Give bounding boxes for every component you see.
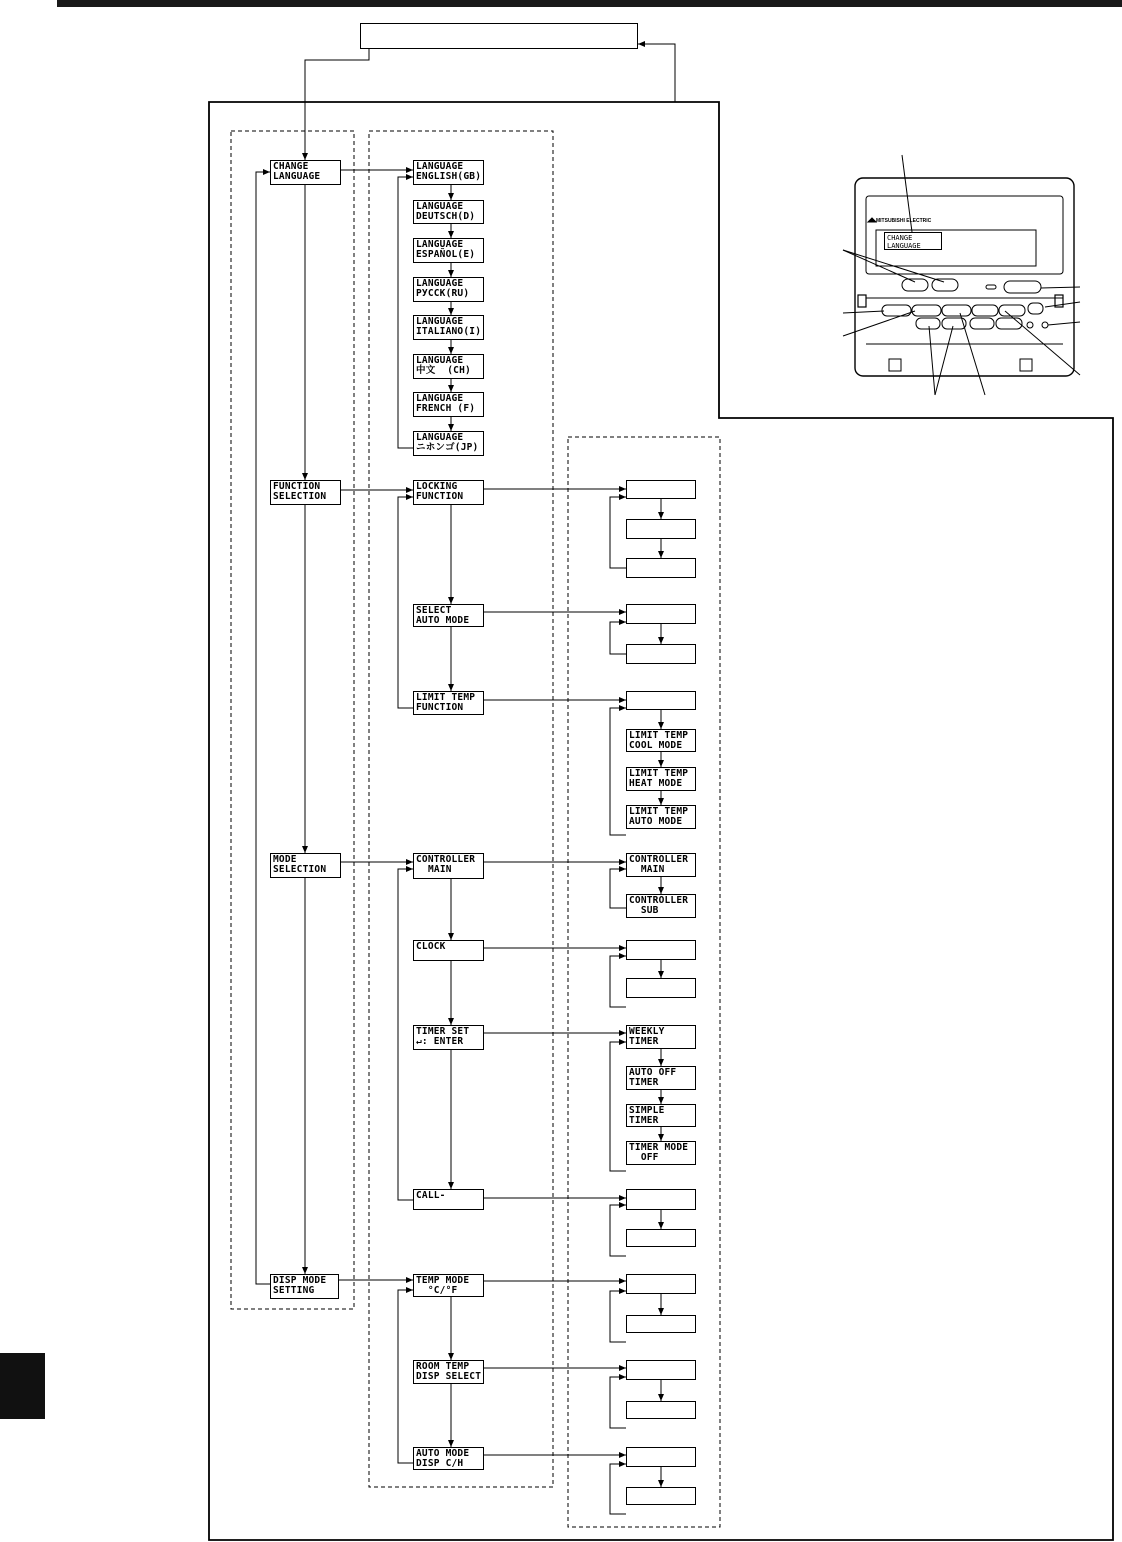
option-box[interactable] — [626, 1189, 696, 1210]
line1: FUNCTION — [273, 481, 321, 492]
line2: ITALIANO(I) — [416, 326, 482, 337]
line1: LANGUAGE — [416, 316, 464, 327]
timer-mode-off-box[interactable] — [626, 1141, 696, 1165]
line2: °C/°F — [416, 1285, 458, 1296]
line1: CHANGE — [273, 161, 309, 172]
line1: TIMER MODE — [629, 1142, 689, 1153]
option-box[interactable] — [626, 480, 696, 499]
line2: TIMER — [629, 1036, 659, 1047]
limit-temp-heat-box[interactable] — [626, 767, 696, 791]
option-box[interactable] — [626, 1315, 696, 1333]
locking-function-box[interactable] — [413, 480, 484, 505]
option-box[interactable] — [626, 1274, 696, 1294]
remote-lcd — [884, 232, 942, 250]
brand-label: MITSUBISHI ELECTRIC — [876, 218, 932, 224]
line1: LIMIT TEMP — [629, 730, 689, 741]
line2: AUTO MODE — [629, 816, 683, 827]
option-box[interactable] — [626, 1447, 696, 1467]
option-box[interactable] — [626, 1487, 696, 1505]
temp-mode-box[interactable] — [413, 1274, 484, 1297]
line1: LANGUAGE — [416, 201, 464, 212]
line1: TIMER SET — [416, 1026, 470, 1037]
option-box[interactable] — [626, 940, 696, 960]
mode-selection-box[interactable] — [270, 853, 341, 878]
line1: LANGUAGE — [416, 432, 464, 443]
line2: 中文 (CH) — [416, 365, 471, 376]
line2: LANGUAGE — [273, 171, 321, 182]
lcd-line2: LANGUAGE — [887, 242, 921, 250]
line2: РУССК(RU) — [416, 288, 470, 299]
option-box[interactable] — [626, 519, 696, 539]
line2: HEAT MODE — [629, 778, 683, 789]
option-box[interactable] — [626, 978, 696, 998]
language-option[interactable] — [413, 200, 484, 224]
line1: TEMP MODE — [416, 1275, 470, 1286]
line2: FUNCTION — [416, 702, 464, 713]
line2: COOL MODE — [629, 740, 683, 751]
line1: DISP MODE — [273, 1275, 327, 1286]
room-temp-box[interactable] — [413, 1360, 484, 1384]
option-box[interactable] — [626, 644, 696, 664]
remote-controller — [843, 155, 1080, 395]
limit-temp-auto-box[interactable] — [626, 805, 696, 829]
clock-box[interactable] — [413, 940, 484, 961]
limit-temp-function-box[interactable] — [413, 691, 484, 715]
controller-main-box[interactable] — [413, 853, 484, 879]
language-option[interactable] — [413, 277, 484, 302]
controller-sub-option[interactable] — [626, 894, 696, 918]
line1: LANGUAGE — [416, 239, 464, 250]
line2: AUTO MODE — [416, 615, 470, 626]
language-option[interactable] — [413, 315, 484, 340]
language-option[interactable] — [413, 354, 484, 379]
line2: DISP SELECT — [416, 1371, 482, 1382]
call-box[interactable] — [413, 1189, 484, 1210]
line1: LIMIT TEMP — [629, 768, 689, 779]
line2: ニホンゴ(JP) — [416, 442, 479, 453]
top-menu-box — [360, 23, 638, 49]
option-box[interactable] — [626, 691, 696, 710]
option-box[interactable] — [626, 558, 696, 578]
auto-mode-disp-box[interactable] — [413, 1447, 484, 1470]
line1: LOCKING — [416, 481, 458, 492]
line1: LIMIT TEMP — [416, 692, 476, 703]
line1: MODE — [273, 854, 297, 865]
line1: AUTO MODE — [416, 1448, 470, 1459]
line1: WEEKLY — [629, 1026, 665, 1037]
line2: FRENCH (F) — [416, 403, 476, 414]
simple-timer-box[interactable] — [626, 1104, 696, 1127]
limit-temp-cool-box[interactable] — [626, 729, 696, 752]
change-language-box[interactable] — [270, 160, 341, 185]
option-box[interactable] — [626, 1360, 696, 1380]
timer-set-box[interactable] — [413, 1025, 484, 1050]
line2: TIMER — [629, 1115, 659, 1126]
line2: ENGLISH(GB) — [416, 171, 482, 182]
line2: MAIN — [428, 864, 452, 875]
line1: LANGUAGE — [416, 161, 464, 172]
line1: CALL- — [416, 1190, 446, 1201]
line2: DEUTSCH(D) — [416, 211, 476, 222]
line1: LANGUAGE — [416, 278, 464, 289]
language-option[interactable] — [413, 160, 484, 185]
line1: CONTROLLER — [629, 895, 689, 906]
auto-off-timer-box[interactable] — [626, 1066, 696, 1090]
line2: SELECTION — [273, 491, 327, 502]
language-option[interactable] — [413, 392, 484, 417]
line2: SELECTION — [273, 864, 327, 875]
line1: CONTROLLER — [416, 854, 476, 865]
language-option[interactable] — [413, 431, 484, 456]
line1: CLOCK — [416, 941, 446, 952]
line2: SETTING — [273, 1285, 315, 1296]
option-box[interactable] — [626, 604, 696, 624]
line2: FUNCTION — [416, 491, 464, 502]
line1: LIMIT TEMP — [629, 806, 689, 817]
line1: LANGUAGE — [416, 393, 464, 404]
line1: SIMPLE — [629, 1105, 665, 1116]
line2: SUB — [629, 905, 659, 916]
function-selection-box[interactable] — [270, 480, 341, 505]
line1: ROOM TEMP — [416, 1361, 470, 1372]
line2: TIMER — [629, 1077, 659, 1088]
disp-mode-setting-box[interactable] — [270, 1274, 339, 1299]
line1: AUTO OFF — [629, 1067, 677, 1078]
lcd-line1: CHANGE — [887, 234, 913, 242]
line2: DISP C/H — [416, 1458, 464, 1469]
line1: SELECT — [416, 605, 452, 616]
language-option[interactable] — [413, 238, 484, 263]
line1: CONTROLLER — [629, 854, 689, 865]
line1: LANGUAGE — [416, 355, 464, 366]
line2: ↵: ENTER — [416, 1036, 464, 1047]
select-auto-mode-box[interactable] — [413, 604, 484, 627]
line2: ESPAÑOL(E) — [416, 249, 476, 260]
option-box[interactable] — [626, 1229, 696, 1247]
line2: MAIN — [629, 864, 665, 875]
line2: OFF — [629, 1152, 659, 1163]
option-box[interactable] — [626, 1401, 696, 1419]
weekly-timer-box[interactable] — [626, 1025, 696, 1049]
controller-main-option[interactable] — [626, 853, 696, 877]
